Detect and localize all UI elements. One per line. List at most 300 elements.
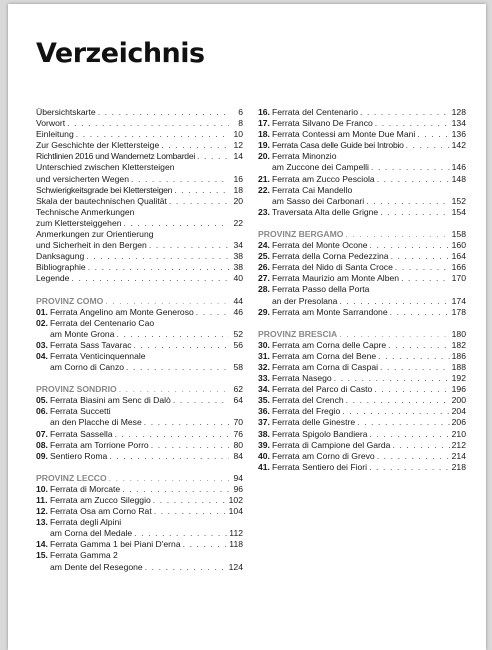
leader-dots bbox=[339, 296, 449, 307]
leader-dots bbox=[360, 107, 450, 118]
toc-page-number: 174 bbox=[451, 295, 466, 306]
toc-entry-number: 16. bbox=[258, 107, 270, 117]
toc-entry bbox=[258, 196, 466, 207]
leader-dots bbox=[115, 429, 229, 440]
toc-entry-number: 41. bbox=[258, 461, 270, 472]
toc-page-number: 34 bbox=[233, 240, 243, 251]
toc-entry bbox=[258, 406, 466, 417]
toc-entry bbox=[36, 562, 243, 573]
section-heading-text: PROVINZ LECCO bbox=[36, 472, 107, 483]
toc-entry-number: 31. bbox=[258, 350, 270, 361]
leader-dots bbox=[71, 273, 229, 284]
toc-entry-text: Legende bbox=[36, 273, 70, 284]
toc-entry bbox=[258, 440, 466, 451]
toc-page-number: 52 bbox=[233, 328, 243, 339]
toc-entry bbox=[36, 140, 243, 151]
toc-entry bbox=[258, 129, 466, 140]
leader-dots bbox=[119, 384, 232, 395]
leader-dots bbox=[342, 406, 449, 417]
toc-entry bbox=[36, 429, 243, 440]
toc-entry-number: 17. bbox=[258, 118, 270, 129]
toc-entry bbox=[258, 395, 466, 406]
toc-entry bbox=[36, 495, 243, 506]
toc-entry-text: Richtlinien 2016 und Wandernetz Lombardei bbox=[36, 151, 196, 162]
toc-entry bbox=[36, 506, 243, 517]
toc-entry-number: 02. bbox=[36, 317, 48, 328]
toc-entry-number: 26. bbox=[258, 262, 270, 273]
toc-entry-line bbox=[36, 318, 243, 329]
toc-page-number: 62 bbox=[233, 384, 243, 395]
leader-dots bbox=[173, 395, 229, 406]
toc-entry-number: 36. bbox=[258, 406, 270, 417]
toc-entry-text: Ferrata am Zucco Pesciola bbox=[272, 173, 375, 184]
toc-entry bbox=[258, 362, 466, 373]
toc-entry bbox=[258, 251, 466, 262]
toc-entry bbox=[36, 395, 243, 406]
toc-entry-text: Traversata Alta delle Grigne bbox=[272, 206, 379, 217]
leader-dots bbox=[401, 273, 450, 284]
toc-page-number: 76 bbox=[233, 428, 243, 439]
toc-entry bbox=[36, 174, 243, 185]
leader-dots bbox=[154, 506, 227, 517]
toc-entry-text: am Sasso dei Carbonari bbox=[272, 195, 365, 206]
toc-entry-text: Ferrata Gamma 1 bei Piani D'erna bbox=[50, 539, 181, 550]
toc-entry-text: an den Placche di Mese bbox=[50, 417, 142, 428]
toc-page-number: 218 bbox=[451, 461, 466, 472]
leader-dots bbox=[169, 196, 229, 207]
section-heading bbox=[258, 329, 466, 340]
toc-entry-number: 08. bbox=[36, 439, 48, 450]
toc-page-number: 112 bbox=[229, 528, 243, 539]
toc-entry-text: Ferrata Sassella bbox=[50, 428, 113, 439]
toc-page-number: 124 bbox=[228, 561, 243, 572]
toc-entry bbox=[36, 484, 243, 495]
leader-dots bbox=[380, 207, 449, 218]
toc-entry bbox=[36, 196, 243, 207]
leader-dots bbox=[377, 174, 450, 185]
section-heading-text: PROVINZ SONDRIO bbox=[36, 384, 117, 395]
toc-entry-text: am Zuccone dei Campelli bbox=[272, 162, 369, 173]
toc-entry-number: 12. bbox=[36, 506, 48, 517]
leader-dots bbox=[88, 262, 229, 273]
toc-entry-text: Vorwort bbox=[36, 118, 66, 129]
toc-entry-number: 30. bbox=[258, 339, 270, 350]
leader-dots bbox=[134, 528, 227, 539]
toc-entry-number: 14. bbox=[36, 539, 48, 550]
leader-dots bbox=[334, 373, 450, 384]
toc-entry bbox=[258, 373, 466, 384]
toc-entry-text: Ferrata Gamma 2 bbox=[50, 550, 118, 561]
toc-entry-text: zum Klettersteiggehen bbox=[36, 217, 122, 228]
toc-entry-line bbox=[36, 229, 243, 240]
toc-entry-number: 01. bbox=[36, 306, 48, 317]
toc-page-number: 46 bbox=[233, 306, 243, 317]
toc-entry bbox=[258, 307, 466, 318]
toc-page-number: 212 bbox=[451, 439, 466, 450]
toc-entry-text: Danksagung bbox=[36, 251, 85, 262]
toc-entry-text: Ferrata Osa am Corno Rat bbox=[50, 506, 152, 517]
toc-entry bbox=[36, 340, 243, 351]
toc-page-number: 166 bbox=[451, 262, 466, 273]
document-page bbox=[8, 4, 486, 650]
leader-dots bbox=[370, 429, 450, 440]
toc-page-number: 152 bbox=[451, 195, 466, 206]
leader-dots bbox=[134, 340, 229, 351]
toc-entry bbox=[258, 296, 466, 307]
leader-dots bbox=[98, 107, 229, 118]
toc-entry-text: Ferrata delle Ginestre bbox=[272, 417, 356, 428]
toc-entry-text: und Sicherheit in den Bergen bbox=[36, 240, 147, 251]
toc-entry-number: 32. bbox=[258, 361, 270, 372]
leader-dots bbox=[374, 384, 449, 395]
toc-entry-text: Ferrata del Centenario Cao bbox=[50, 317, 155, 328]
toc-entry-number: 33. bbox=[258, 373, 270, 384]
leader-dots bbox=[126, 362, 229, 373]
toc-entry-number: 20. bbox=[258, 151, 270, 162]
toc-entry-text: am Dente del Resegone bbox=[50, 561, 143, 572]
section-heading bbox=[36, 296, 243, 307]
toc-entry-text: Bibliographie bbox=[36, 262, 86, 273]
toc-entry-text: Übersichtskarte bbox=[36, 107, 96, 117]
leader-dots bbox=[406, 140, 450, 151]
toc-entry bbox=[36, 307, 243, 318]
toc-entry bbox=[36, 417, 243, 428]
leader-dots bbox=[370, 240, 450, 251]
toc-entry-text: Ferrata am Zucco Sileggio bbox=[50, 495, 151, 505]
toc-page-number: 146 bbox=[451, 162, 466, 173]
toc-page-number: 44 bbox=[233, 295, 243, 306]
leader-dots bbox=[153, 495, 227, 506]
toc-entry-line bbox=[258, 284, 466, 295]
toc-entry-number: 38. bbox=[258, 428, 270, 439]
toc-entry-number: 24. bbox=[258, 240, 270, 251]
toc-page-number: 128 bbox=[451, 107, 466, 117]
toc-entry-text: Ferrata degli Alpini bbox=[50, 517, 122, 528]
toc-entry bbox=[36, 362, 243, 373]
toc-entry-text: Ferrata Minonzio bbox=[272, 151, 337, 162]
toc-entry bbox=[36, 329, 243, 340]
leader-dots bbox=[109, 451, 229, 462]
toc-entry-line bbox=[258, 185, 466, 196]
toc-entry-text: Ferrata Nasego bbox=[272, 373, 332, 384]
leader-dots bbox=[151, 440, 229, 451]
toc-page-number: 8 bbox=[238, 118, 243, 129]
toc-entry-text: Ferrata am Corna di Caspai bbox=[272, 361, 379, 372]
toc-page-number: 38 bbox=[233, 251, 243, 262]
toc-entry-number: 29. bbox=[258, 306, 270, 317]
toc-entry bbox=[36, 539, 243, 550]
toc-page-number: 196 bbox=[451, 384, 466, 395]
toc-entry bbox=[258, 140, 466, 151]
toc-entry bbox=[36, 129, 243, 140]
toc-page-number: 182 bbox=[451, 339, 466, 350]
toc-page-number: 70 bbox=[233, 417, 243, 428]
page-title: Verzeichnis bbox=[36, 38, 205, 69]
toc-entry-number: 25. bbox=[258, 251, 270, 262]
toc-entry-text: Skala der bautechnischen Qualität bbox=[36, 195, 167, 206]
toc-entry-number: 23. bbox=[258, 206, 270, 217]
toc-page-number: 56 bbox=[233, 339, 243, 350]
leader-dots bbox=[67, 118, 229, 129]
toc-entry bbox=[36, 240, 243, 251]
leader-dots bbox=[144, 417, 229, 428]
toc-page-number: 160 bbox=[451, 240, 466, 251]
toc-entry bbox=[258, 207, 466, 218]
toc-entry-text: Ferrata am Torrione Porro bbox=[50, 439, 149, 450]
toc-entry bbox=[258, 340, 466, 351]
toc-entry bbox=[258, 451, 466, 462]
toc-entry bbox=[258, 351, 466, 362]
toc-entry-text: Schwierigkeitsgrade bei Klettersteigen bbox=[36, 184, 173, 195]
toc-entry-number: 06. bbox=[36, 406, 48, 417]
toc-entry bbox=[36, 218, 243, 229]
toc-page-number: 14 bbox=[233, 151, 243, 162]
leader-dots bbox=[366, 196, 449, 207]
leader-dots bbox=[196, 307, 229, 318]
toc-entry-text: Ferrata del Monte Ocone bbox=[272, 240, 368, 251]
toc-page-number: 206 bbox=[451, 417, 466, 428]
section-heading-text: PROVINZ BERGAMO bbox=[258, 228, 344, 239]
toc-page-number: 102 bbox=[228, 495, 243, 505]
toc-entry-text: Ferrata Angelino am Monte Generoso bbox=[50, 306, 194, 317]
leader-dots bbox=[357, 417, 450, 428]
leader-dots bbox=[369, 462, 450, 473]
toc-entry-text: Ferrata Venticinquennale bbox=[50, 350, 146, 361]
toc-entry-number: 05. bbox=[36, 395, 48, 406]
toc-entry-number: 39. bbox=[258, 439, 270, 450]
toc-page-number: 84 bbox=[233, 450, 243, 461]
toc-entry-text: Unterschied zwischen Klettersteigen bbox=[36, 162, 175, 173]
toc-entry-number: 04. bbox=[36, 350, 48, 361]
toc-entry-line bbox=[258, 151, 466, 162]
toc-page-number: 22 bbox=[233, 217, 243, 228]
toc-page-number: 6 bbox=[238, 107, 243, 117]
leader-dots bbox=[388, 340, 449, 351]
toc-entry bbox=[258, 118, 466, 129]
toc-entry-text: Ferrata del Crench bbox=[272, 395, 344, 406]
leader-dots bbox=[339, 329, 449, 340]
toc-entry-text: Ferrata Maurizio am Monte Alben bbox=[272, 273, 400, 284]
toc-entry bbox=[36, 107, 243, 118]
leader-dots bbox=[345, 229, 449, 240]
leader-dots bbox=[86, 251, 229, 262]
toc-entry-number: 19. bbox=[258, 140, 270, 151]
leader-dots bbox=[116, 329, 229, 340]
toc-entry bbox=[36, 185, 243, 196]
toc-page-number: 20 bbox=[233, 195, 243, 206]
toc-page-number: 16 bbox=[233, 173, 243, 184]
toc-entry-line bbox=[36, 351, 243, 362]
leader-dots bbox=[378, 351, 450, 362]
leader-dots bbox=[161, 140, 229, 151]
toc-entry-text: Ferrata Biasini am Senc di Dalò bbox=[50, 395, 171, 406]
toc-entry-text: Technische Anmerkungen bbox=[36, 206, 135, 217]
toc-page-number: 180 bbox=[451, 328, 466, 339]
toc-entry-number: 40. bbox=[258, 450, 270, 461]
toc-entry-line bbox=[36, 207, 243, 218]
toc-entry-text: am Corno di Canzo bbox=[50, 362, 125, 373]
toc-page-number: 188 bbox=[451, 361, 466, 372]
toc-entry-text: Ferrata am Monte Sarrandone bbox=[272, 306, 388, 317]
leader-dots bbox=[131, 174, 229, 185]
toc-entry bbox=[258, 384, 466, 395]
leader-dots bbox=[417, 129, 449, 140]
toc-page-number: 96 bbox=[233, 483, 243, 494]
toc-entry-text: Ferrata del Parco di Casto bbox=[272, 384, 373, 395]
toc-entry-text: Ferrata am Corno di Grevo bbox=[272, 450, 375, 461]
toc-entry bbox=[258, 417, 466, 428]
toc-page-number: 40 bbox=[233, 273, 243, 284]
toc-page-number: 204 bbox=[451, 406, 466, 417]
toc-entry bbox=[36, 262, 243, 273]
toc-entry-text: Ferrata della Corna Pedezzina bbox=[272, 251, 389, 262]
toc-page-number: 58 bbox=[233, 362, 243, 373]
leader-dots bbox=[174, 185, 229, 196]
toc-entry-number: 28. bbox=[258, 284, 270, 295]
toc-entry-number: 22. bbox=[258, 184, 270, 195]
toc-page-number: 210 bbox=[451, 428, 466, 439]
leader-dots bbox=[377, 451, 450, 462]
toc-page-number: 178 bbox=[451, 306, 466, 317]
leader-dots bbox=[109, 473, 232, 484]
toc-entry-number: 15. bbox=[36, 550, 48, 561]
toc-page-number: 94 bbox=[233, 472, 243, 483]
section-heading bbox=[36, 473, 243, 484]
toc-entry-text: Ferrata Passo della Porta bbox=[272, 284, 370, 295]
toc-entry-text: an der Presolana bbox=[272, 295, 338, 306]
toc-entry-text: Ferrata del Nido di Santa Croce bbox=[272, 262, 393, 273]
leader-dots bbox=[346, 395, 450, 406]
toc-entry-number: 37. bbox=[258, 417, 270, 428]
toc-entry-number: 34. bbox=[258, 384, 270, 395]
toc-entry-text: Ferrata di Campione del Garda bbox=[272, 439, 391, 450]
toc-entry-number: 18. bbox=[258, 129, 270, 140]
toc-entry-number: 11. bbox=[36, 495, 48, 505]
toc-page-number: 104 bbox=[228, 506, 243, 517]
toc-page-number: 80 bbox=[233, 439, 243, 450]
toc-entry-text: Ferrata del Centenario bbox=[272, 107, 358, 117]
leader-dots bbox=[395, 262, 450, 273]
toc-entry-text: Ferrata Sentiero dei Fiori bbox=[272, 461, 368, 472]
toc-entry-text: Einleitung bbox=[36, 129, 74, 140]
leader-dots bbox=[197, 151, 229, 162]
toc-entry bbox=[36, 151, 243, 162]
toc-entry-line bbox=[36, 406, 243, 417]
toc-page-number: 134 bbox=[451, 118, 466, 129]
toc-entry bbox=[36, 273, 243, 284]
toc-entry-text: und versicherten Wegen bbox=[36, 173, 129, 184]
toc-page-number: 136 bbox=[451, 129, 466, 140]
toc-entry-number: 13. bbox=[36, 517, 48, 528]
toc-page-number: 12 bbox=[233, 140, 243, 151]
toc-entry bbox=[36, 451, 243, 462]
leader-dots bbox=[124, 218, 229, 229]
toc-page-number: 170 bbox=[451, 273, 466, 284]
toc-entry-number: 27. bbox=[258, 273, 270, 284]
toc-entry bbox=[36, 528, 243, 539]
toc-entry-text: Ferrata Spigolo Bandiera bbox=[272, 428, 368, 439]
section-heading-text: PROVINZ BRESCIA bbox=[258, 328, 338, 339]
toc-entry-line bbox=[36, 162, 243, 173]
toc-entry bbox=[258, 262, 466, 273]
toc-entry-number: 03. bbox=[36, 339, 48, 350]
leader-dots bbox=[183, 539, 228, 550]
toc-page-number: 142 bbox=[451, 140, 466, 151]
toc-entry-text: Ferrata di Morcate bbox=[50, 483, 121, 494]
toc-entry-line bbox=[36, 550, 243, 561]
toc-entry-text: Ferrata del Fregio bbox=[272, 406, 341, 417]
toc-entry-text: am Corna del Medale bbox=[50, 528, 133, 539]
toc-entry-text: Ferrata Silvano De Franco bbox=[272, 118, 373, 129]
toc-entry bbox=[258, 462, 466, 473]
toc-entry bbox=[258, 273, 466, 284]
leader-dots bbox=[122, 484, 229, 495]
toc-entry-text: am Monte Grona bbox=[50, 328, 115, 339]
toc-column-right bbox=[258, 107, 466, 473]
toc-page-number: 18 bbox=[233, 184, 243, 195]
toc-page-number: 200 bbox=[451, 395, 466, 406]
toc-entry bbox=[36, 440, 243, 451]
toc-entry-text: Ferrata Succetti bbox=[50, 406, 111, 417]
toc-page-number: 10 bbox=[233, 129, 243, 140]
toc-entry-number: 09. bbox=[36, 450, 48, 461]
leader-dots bbox=[380, 362, 450, 373]
section-heading-text: PROVINZ COMO bbox=[36, 295, 104, 306]
toc-entry bbox=[258, 429, 466, 440]
toc-page-number: 164 bbox=[451, 251, 466, 262]
section-heading bbox=[258, 229, 466, 240]
toc-entry-text: Zur Geschichte der Klettersteige bbox=[36, 140, 160, 151]
section-heading bbox=[36, 384, 243, 395]
toc-page-number: 214 bbox=[451, 450, 466, 461]
toc-column-left bbox=[36, 107, 243, 573]
toc-page-number: 154 bbox=[451, 206, 466, 217]
toc-entry bbox=[258, 107, 466, 118]
toc-entry-text: Anmerkungen zur Orientierung bbox=[36, 229, 154, 240]
toc-entry bbox=[36, 251, 243, 262]
toc-entry bbox=[258, 174, 466, 185]
toc-entry-number: 10. bbox=[36, 483, 48, 494]
leader-dots bbox=[76, 129, 229, 140]
toc-entry bbox=[36, 118, 243, 129]
leader-dots bbox=[105, 296, 231, 307]
toc-page-number: 158 bbox=[451, 228, 466, 239]
toc-entry-number: 21. bbox=[258, 173, 270, 184]
toc-entry bbox=[258, 162, 466, 173]
toc-page-number: 118 bbox=[229, 539, 243, 550]
toc-entry-text: Ferrata Sass Tavarac bbox=[50, 339, 132, 350]
toc-entry-number: 07. bbox=[36, 428, 48, 439]
leader-dots bbox=[145, 562, 227, 573]
toc-page-number: 192 bbox=[451, 373, 466, 384]
leader-dots bbox=[392, 440, 449, 451]
toc-entry bbox=[258, 240, 466, 251]
leader-dots bbox=[390, 307, 450, 318]
leader-dots bbox=[375, 118, 450, 129]
toc-page-number: 38 bbox=[233, 262, 243, 273]
toc-entry-text: Ferrata Casa delle Guide bei Introbio bbox=[272, 140, 404, 151]
toc-entry-text: Ferrata am Corna del Bene bbox=[272, 350, 377, 361]
toc-entry-text: Sentiero Roma bbox=[50, 450, 108, 461]
toc-page-number: 148 bbox=[451, 173, 466, 184]
toc-entry-text: Ferrata Contessi am Monte Due Mani bbox=[272, 129, 416, 140]
toc-entry-number: 35. bbox=[258, 395, 270, 406]
toc-entry-line bbox=[36, 517, 243, 528]
leader-dots bbox=[149, 240, 229, 251]
toc-entry-text: Ferrata Cai Mandello bbox=[272, 184, 353, 195]
toc-entry-text: Ferrata am Corna delle Capre bbox=[272, 339, 387, 350]
leader-dots bbox=[391, 251, 450, 262]
